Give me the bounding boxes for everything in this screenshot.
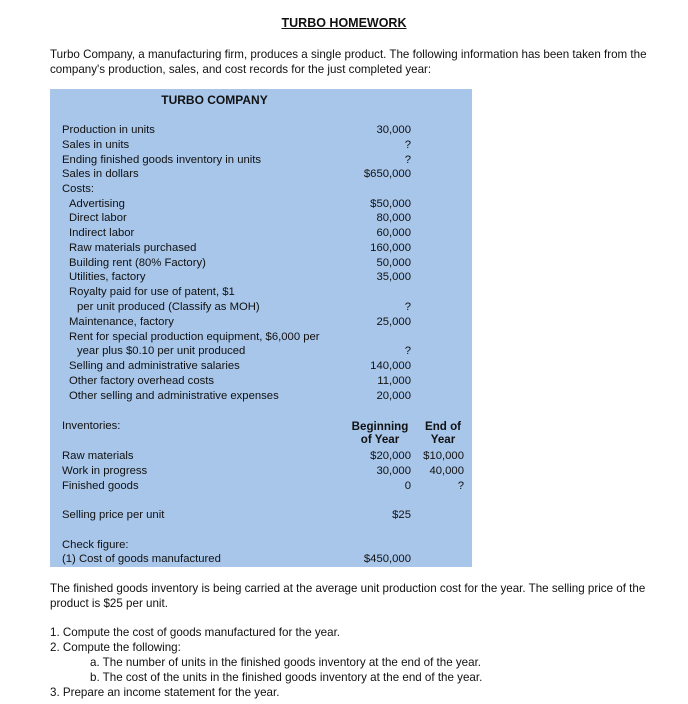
- col-end-line2: Year: [430, 433, 456, 446]
- inventory-label: Finished goods: [62, 480, 139, 492]
- inventory-label: Work in progress: [62, 465, 148, 477]
- cost-label: Royalty paid for use of patent, $1: [69, 286, 235, 298]
- question-item: 1. Compute the cost of goods manufactured for the year.: [50, 626, 341, 639]
- cost-label: Maintenance, factory: [69, 316, 174, 328]
- inventories-label: Inventories:: [62, 420, 121, 432]
- note-paragraph: The finished goods inventory is being carried at the average unit production cost for the year. The selling price of the product is $25 per unit.: [50, 582, 646, 610]
- cost-label: Direct labor: [69, 212, 127, 224]
- cost-label: Raw materials purchased: [69, 242, 197, 254]
- question-item: 3. Prepare an income statement for the year.: [50, 686, 280, 699]
- cost-value: 80,000: [376, 212, 411, 224]
- row-value: ?: [404, 154, 411, 166]
- inventory-label: Raw materials: [62, 450, 134, 462]
- question-subitem: a. The number of units in the finished goods inventory at the end of the year.: [90, 656, 482, 669]
- panel-heading: TURBO COMPANY: [161, 93, 268, 107]
- cost-label: Building rent (80% Factory): [69, 257, 206, 269]
- cost-value: 60,000: [376, 227, 411, 239]
- cost-value: ?: [404, 301, 411, 313]
- inventory-begin: $20,000: [370, 450, 411, 462]
- cost-value: 25,000: [376, 316, 411, 328]
- cost-label: Indirect labor: [69, 227, 135, 239]
- row-value: $650,000: [363, 168, 411, 180]
- col-beginning-line1: Beginning: [351, 420, 409, 433]
- cost-label: Advertising: [69, 198, 125, 210]
- cost-label: Other selling and administrative expenses: [69, 390, 279, 402]
- inventory-end: ?: [457, 480, 464, 492]
- cost-value: 50,000: [376, 257, 411, 269]
- intro-paragraph: Turbo Company, a manufacturing firm, produces a single product. The following information has been taken from the company's production, sales, and cost records for the just completed year:: [50, 48, 647, 76]
- cost-value: 160,000: [370, 242, 411, 254]
- cost-label: Utilities, factory: [69, 271, 146, 283]
- cost-value: 35,000: [376, 271, 411, 283]
- question-item: 2. Compute the following:: [50, 641, 181, 654]
- cost-label: Other factory overhead costs: [69, 375, 215, 387]
- col-beginning-line2: of Year: [360, 433, 400, 446]
- selling-price-value: $25: [392, 509, 411, 521]
- cost-value: ?: [404, 345, 411, 357]
- row-value: 30,000: [376, 124, 411, 136]
- cost-label: Selling and administrative salaries: [69, 360, 240, 372]
- cost-label: Rent for special production equipment, $6,000 per: [69, 331, 320, 343]
- row-label: Sales in dollars: [62, 168, 139, 180]
- check-figure-label: Check figure:: [62, 539, 129, 551]
- cost-value: 11,000: [377, 375, 411, 387]
- inventory-end: $10,000: [423, 450, 464, 462]
- check-item-value: $450,000: [363, 553, 411, 565]
- row-label: Sales in units: [62, 139, 130, 151]
- col-end-line1: End of: [424, 420, 462, 433]
- cost-value: 140,000: [370, 360, 411, 372]
- question-subitem: b. The cost of the units in the finished goods inventory at the end of the year.: [90, 671, 483, 684]
- row-label: Production in units: [62, 124, 155, 136]
- cost-label: year plus $0.10 per unit produced: [77, 345, 246, 357]
- selling-price-label: Selling price per unit: [62, 509, 165, 521]
- check-item-label: (1) Cost of goods manufactured: [62, 553, 221, 565]
- cost-label: per unit produced (Classify as MOH): [77, 301, 260, 313]
- row-label: Ending finished goods inventory in units: [62, 154, 262, 166]
- cost-value: $50,000: [370, 198, 411, 210]
- inventory-begin: 30,000: [376, 465, 411, 477]
- costs-label: Costs:: [62, 183, 95, 195]
- cost-value: 20,000: [376, 390, 411, 402]
- inventory-begin: 0: [404, 480, 411, 492]
- page-title: TURBO HOMEWORK: [281, 16, 407, 30]
- row-value: ?: [404, 139, 411, 151]
- inventory-end: 40,000: [429, 465, 464, 477]
